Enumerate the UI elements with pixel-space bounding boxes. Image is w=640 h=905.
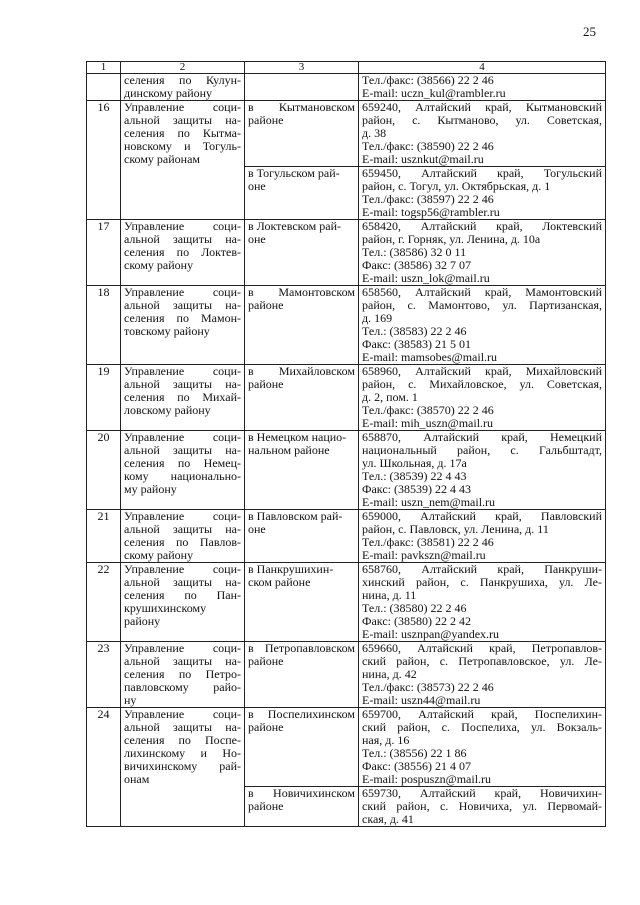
row-number: 21 <box>87 510 121 563</box>
contact-line: Факс: (38583) 21 5 01 <box>362 337 471 351</box>
cell-line: Управление соци- <box>124 285 241 299</box>
cell-line: альной защиты на- <box>124 522 241 536</box>
table-row <box>87 708 606 787</box>
cell-line: районе <box>248 720 284 734</box>
organization-cell <box>121 365 245 431</box>
cell-line: району <box>124 614 161 628</box>
cell-line: новскому и Тогуль- <box>124 139 241 153</box>
contact-line: д. 2, пом. 1 <box>362 390 418 404</box>
table-body <box>87 74 606 827</box>
cell-line: Управление соци- <box>124 364 241 378</box>
contact-line: 658870, Алтайский край, Немецкий <box>362 430 602 444</box>
organization-cell <box>121 563 245 642</box>
column-header-4: 4 <box>359 62 606 74</box>
table-row <box>87 642 606 708</box>
contacts-cell <box>359 431 606 510</box>
contact-line: район, с. Михайловское, ул. Советская, <box>362 377 602 391</box>
contacts-cell <box>359 642 606 708</box>
contact-line: E-mail: mamsobes@mail.ru <box>362 350 498 364</box>
cell-line: Управление соци- <box>124 707 241 721</box>
organization-cell <box>121 708 245 827</box>
contact-line: E-mail: uszn_lok@mail.ru <box>362 271 490 285</box>
organization-cell <box>121 510 245 563</box>
cell-line: альной защиты на- <box>124 298 241 312</box>
column-header-3: 3 <box>245 62 359 74</box>
cell-line: скому району <box>124 258 194 272</box>
cell-line: Управление соци- <box>124 562 241 576</box>
cell-line: альной защиты на- <box>124 232 241 246</box>
cell-line: районе <box>248 654 284 668</box>
contact-line: Тел./факс: (38573) 22 2 46 <box>362 680 494 694</box>
cell-line: селения по Пан- <box>124 588 241 602</box>
contact-line: ская, д. 41 <box>362 812 414 826</box>
cell-line: в Михайловском <box>248 364 355 378</box>
cell-line: селения по Локтев- <box>124 245 241 259</box>
contacts-cell <box>359 365 606 431</box>
cell-line: селения по Павлов- <box>124 535 241 549</box>
contact-line: ский район, с. Поспелиха, ул. Вокзаль- <box>362 720 602 734</box>
contact-line: E-mail: uszn44@mail.ru <box>362 693 481 707</box>
cell-line: лихинскому и Но- <box>124 746 241 760</box>
contact-line: Факс: (38580) 22 2 42 <box>362 614 471 628</box>
district-cell <box>245 220 359 286</box>
contact-line: E-mail: pospuszn@mail.ru <box>362 772 492 786</box>
contact-line: Тел.: (38586) 32 0 11 <box>362 245 467 259</box>
cell-line: селения по Кулун- <box>124 73 241 87</box>
cell-line: в Новичихинском <box>248 786 355 800</box>
contact-line: E-mail: uszn_nem@mail.ru <box>362 495 496 509</box>
table-row <box>87 510 606 563</box>
organization-cell <box>121 101 245 220</box>
cell-line: селения по Мамон- <box>124 311 241 325</box>
cell-line: Управление соци- <box>124 430 241 444</box>
row-number: 23 <box>87 642 121 708</box>
cell-line: динскому району <box>124 86 213 100</box>
contact-line: Тел./факс: (38570) 22 2 46 <box>362 403 494 417</box>
contact-line: E-mail: mih_uszn@mail.ru <box>362 416 494 430</box>
contacts-cell <box>359 563 606 642</box>
organization-cell <box>121 220 245 286</box>
cell-line: павловскому райо- <box>124 680 241 694</box>
contacts-cell <box>359 286 606 365</box>
cell-line: крушихинскому <box>124 601 207 615</box>
cell-line: скому району <box>124 548 194 562</box>
contact-line: район, с. Кытманово, ул. Советская, <box>362 113 602 127</box>
contacts-cell <box>359 220 606 286</box>
row-number: 16 <box>87 101 121 220</box>
contact-line: 659730, Алтайский край, Новичихин- <box>362 786 602 800</box>
contacts-table <box>86 61 606 827</box>
organization-cell <box>121 74 245 101</box>
contact-line: Факс: (38539) 22 4 43 <box>362 482 471 496</box>
contact-line: Тел./факс: (38581) 22 2 46 <box>362 535 494 549</box>
cell-line: в Павловском рай- <box>248 509 343 523</box>
cell-line: ну <box>124 693 137 707</box>
contact-line: район, с. Тогул, ул. Октябрьская, д. 1 <box>362 179 551 193</box>
contact-line: д. 38 <box>362 126 387 140</box>
contacts-cell <box>359 74 606 101</box>
district-cell <box>245 167 359 220</box>
cell-line: оне <box>248 522 266 536</box>
cell-line: скому районам <box>124 152 201 166</box>
contact-line: нина, д. 11 <box>362 588 417 602</box>
contact-line: Тел.: (38583) 22 2 46 <box>362 324 467 338</box>
contact-line: Тел.: (38556) 22 1 86 <box>362 746 467 760</box>
contact-line: ная, д. 16 <box>362 733 410 747</box>
district-cell <box>245 431 359 510</box>
table-row <box>87 365 606 431</box>
cell-line: селения по Петро- <box>124 667 241 681</box>
contact-line: Факс: (38586) 32 7 07 <box>362 258 471 272</box>
cell-line: альной защиты на- <box>124 377 241 391</box>
contact-line: 659240, Алтайский край, Кытмановский <box>362 100 602 114</box>
row-number: 24 <box>87 708 121 827</box>
contact-line: 658560, Алтайский край, Мамонтовский <box>362 285 602 299</box>
district-cell <box>245 563 359 642</box>
cell-line: районе <box>248 298 284 312</box>
contact-line: E-mail: uczn_kul@rambler.ru <box>362 86 506 100</box>
cell-line: альной защиты на- <box>124 443 241 457</box>
contact-line: Тел.: (38580) 22 2 46 <box>362 601 467 615</box>
cell-line: ловскому району <box>124 403 211 417</box>
district-cell <box>245 708 359 787</box>
cell-line: оне <box>248 232 266 246</box>
contacts-cell <box>359 167 606 220</box>
contact-line: национальный район, с. Гальбштадт, <box>362 443 602 457</box>
cell-line: онам <box>124 772 150 786</box>
contact-line: E-mail: usznkut@mail.ru <box>362 152 484 166</box>
contact-line: Тел.: (38539) 22 4 43 <box>362 469 467 483</box>
contact-line: 659450, Алтайский край, Тогульский <box>362 166 602 180</box>
contact-line: хинский район, с. Панкрушиха, ул. Ле- <box>362 575 602 589</box>
cell-line: оне <box>248 179 266 193</box>
cell-line: Управление соци- <box>124 219 241 233</box>
district-cell <box>245 74 359 101</box>
cell-line: альной защиты на- <box>124 720 241 734</box>
contact-line: ул. Школьная, д. 17а <box>362 456 467 470</box>
cell-line: в Локтевском рай- <box>248 219 341 233</box>
cell-line: в Тогульском рай- <box>248 166 340 180</box>
table-row <box>87 286 606 365</box>
row-number: 18 <box>87 286 121 365</box>
contact-line: Тел./факс: (38590) 22 2 46 <box>362 139 494 153</box>
contacts-cell <box>359 787 606 827</box>
cell-line: товскому району <box>124 324 210 338</box>
cell-line: в Кытмановском <box>248 100 355 114</box>
cell-line: кому национально- <box>124 469 241 483</box>
contacts-cell <box>359 708 606 787</box>
organization-cell <box>121 642 245 708</box>
district-cell <box>245 286 359 365</box>
page-number: 25 <box>583 24 596 39</box>
contacts-cell <box>359 101 606 167</box>
cell-line: альной защиты на- <box>124 654 241 668</box>
contact-line: нина, д. 42 <box>362 667 417 681</box>
cell-line: в Мамонтовском <box>248 285 355 299</box>
cell-line: Управление соци- <box>124 100 241 114</box>
contact-line: район, с. Павловск, ул. Ленина, д. 11 <box>362 522 549 536</box>
row-number: 19 <box>87 365 121 431</box>
district-cell <box>245 787 359 827</box>
table-header-row <box>87 62 606 74</box>
contact-line: 658420, Алтайский край, Локтевский <box>362 219 602 233</box>
cell-line: Управление соци- <box>124 509 241 523</box>
contact-line: 658960, Алтайский край, Михайловский <box>362 364 602 378</box>
contact-line: ский район, с. Новичиха, ул. Первомай- <box>362 799 602 813</box>
table-row <box>87 431 606 510</box>
district-cell <box>245 510 359 563</box>
cell-line: ском районе <box>248 575 311 589</box>
organization-cell <box>121 286 245 365</box>
contact-line: E-mail: pavkszn@mail.ru <box>362 548 486 562</box>
contact-line: Тел./факс: (38566) 22 2 46 <box>362 73 494 87</box>
cell-line: альной защиты на- <box>124 575 241 589</box>
cell-line: селения по Кытма- <box>124 126 241 140</box>
table-row <box>87 101 606 167</box>
cell-line: в Немецком нацио- <box>248 430 347 444</box>
contact-line: Факс: (38556) 21 4 07 <box>362 759 471 773</box>
contact-line: 659000, Алтайский край, Павловский <box>362 509 602 523</box>
organization-cell <box>121 431 245 510</box>
cell-line: в Поспелихинском <box>248 707 355 721</box>
cell-line: селения по Немец- <box>124 456 241 470</box>
contact-line: Тел./факс: (38597) 22 2 46 <box>362 192 494 206</box>
row-number: 20 <box>87 431 121 510</box>
table-row <box>87 563 606 642</box>
contact-line: район, г. Горняк, ул. Ленина, д. 10а <box>362 232 541 246</box>
contact-line: д. 169 <box>362 311 393 325</box>
contact-line: 659660, Алтайский край, Петропавлов- <box>362 641 602 655</box>
contact-line: район, с. Мамонтово, ул. Партизанская, <box>362 298 602 312</box>
cell-line: в Панкрушихин- <box>248 562 334 576</box>
cell-line: нальном районе <box>248 443 330 457</box>
contact-line: E-mail: usznpan@yandex.ru <box>362 627 500 641</box>
contact-line: E-mail: togsp56@rambler.ru <box>362 205 500 219</box>
contacts-cell <box>359 510 606 563</box>
column-header-2: 2 <box>121 62 245 74</box>
cell-line: вичихинскому рай- <box>124 759 241 773</box>
cell-line: Управление соци- <box>124 641 241 655</box>
row-number: 22 <box>87 563 121 642</box>
district-cell <box>245 101 359 167</box>
contact-line: 659700, Алтайский край, Поспелихин- <box>362 707 602 721</box>
cell-line: районе <box>248 799 284 813</box>
cell-line: районе <box>248 377 284 391</box>
row-number: 17 <box>87 220 121 286</box>
contact-line: 658760, Алтайский край, Панкруши- <box>362 562 602 576</box>
cell-line: районе <box>248 113 284 127</box>
district-cell <box>245 642 359 708</box>
cell-line: му району <box>124 482 177 496</box>
cell-line: селения по Поспе- <box>124 733 241 747</box>
cell-line: селения по Михай- <box>124 390 241 404</box>
cell-line: альной защиты на- <box>124 113 241 127</box>
row-number <box>87 74 121 101</box>
cell-line: в Петропавловском <box>248 641 355 655</box>
table-row <box>87 74 606 101</box>
column-header-1: 1 <box>87 62 121 74</box>
contact-line: ский район, с. Петропавловское, ул. Ле- <box>362 654 602 668</box>
table-row <box>87 220 606 286</box>
district-cell <box>245 365 359 431</box>
